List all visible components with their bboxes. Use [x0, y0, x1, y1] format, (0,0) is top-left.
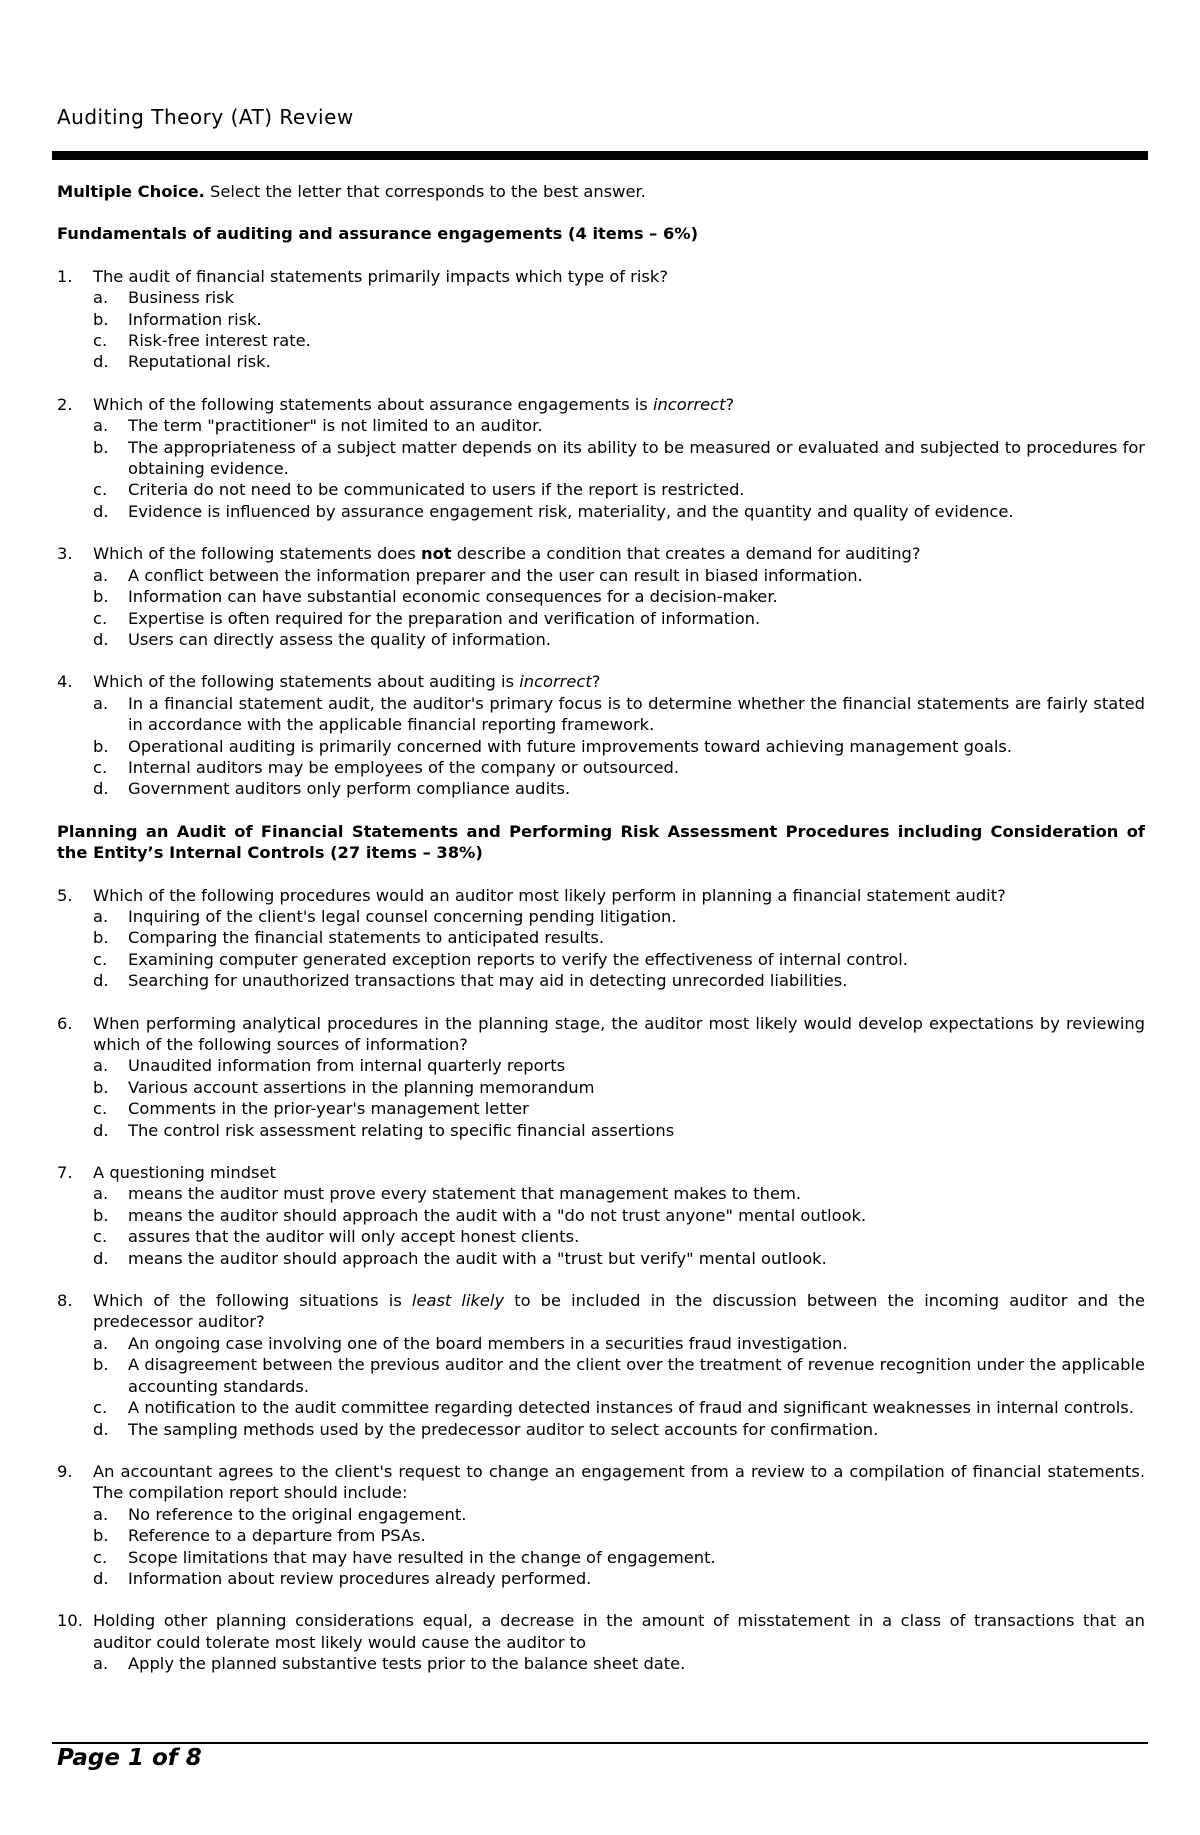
answer-option	[57, 309, 1145, 330]
option-text: Information about review procedures already performed.	[128, 1568, 592, 1588]
answer-option	[57, 1098, 1145, 1119]
question-stem	[57, 1461, 1145, 1504]
question-stem	[57, 885, 1145, 906]
question-text-part: The audit of financial statements primarily impacts which type of risk?	[93, 266, 668, 286]
question-number: 10.	[57, 1611, 83, 1631]
question-text-part: Which of the following situations is	[93, 1291, 412, 1311]
section-heading: Fundamentals of auditing and assurance engagements (4 items – 6%)	[57, 224, 699, 244]
option-letter: a.	[93, 416, 109, 436]
answer-option	[57, 927, 1145, 948]
answer-option	[57, 608, 1145, 629]
answer-option	[57, 1055, 1145, 1076]
option-letter: c.	[93, 1099, 108, 1119]
answer-option	[57, 437, 1145, 480]
option-letter: d.	[93, 629, 109, 649]
footer-rule	[52, 1742, 1148, 1744]
question-emphasis: not	[420, 544, 452, 564]
question-text	[93, 885, 1145, 906]
option-text: assures that the auditor will only accept honest clients.	[128, 1227, 580, 1247]
option-letter: a.	[93, 1056, 109, 1076]
option-text: Information risk.	[128, 309, 262, 329]
option-letter: b.	[93, 736, 109, 756]
instructions-text: Select the letter that corresponds to the best answer.	[204, 182, 646, 201]
option-text: Evidence is influenced by assurance engagement risk, materiality, and the quantity and quality of evidence.	[128, 501, 1014, 521]
question-emphasis: least likely	[411, 1291, 505, 1311]
option-text: Comparing the financial statements to anticipated results.	[128, 928, 605, 948]
question-emphasis: incorrect	[519, 672, 592, 692]
option-letter: d.	[93, 971, 109, 991]
answer-option	[57, 1120, 1145, 1141]
option-text: Risk-free interest rate.	[128, 331, 311, 351]
question	[57, 1290, 1145, 1440]
option-letter: c.	[93, 1398, 108, 1418]
option-text: The term "practitioner" is not limited to an auditor.	[128, 416, 543, 436]
question-stem	[57, 394, 1145, 415]
answer-option	[57, 479, 1145, 500]
answer-option	[57, 1226, 1145, 1247]
option-letter: c.	[93, 949, 108, 969]
option-letter: a.	[93, 1654, 109, 1674]
option-letter: c.	[93, 1227, 108, 1247]
option-letter: a.	[93, 288, 109, 308]
option-letter: d.	[93, 1120, 109, 1140]
option-letter: c.	[93, 480, 108, 500]
question-text-part: Holding other planning considerations equal, a decrease in the amount of misstatement in a class of transactions that an auditor could tolerate most likely would cause the auditor to	[93, 1611, 1145, 1652]
instructions-label: Multiple Choice.	[57, 182, 205, 201]
header-rule	[52, 151, 1148, 160]
question-number: 4.	[57, 672, 73, 692]
option-letter: c.	[93, 331, 108, 351]
option-letter: b.	[93, 1526, 109, 1546]
question-text-part: Which of the following procedures would an auditor most likely perform in planning a financial statement audit?	[93, 885, 1006, 905]
option-text: Searching for unauthorized transactions that may aid in detecting unrecorded liabilities.	[128, 971, 848, 991]
option-text: Information can have substantial economic consequences for a decision-maker.	[128, 587, 778, 607]
question	[57, 671, 1145, 799]
question-number: 9.	[57, 1461, 73, 1481]
option-text: Comments in the prior-year's management letter	[128, 1099, 529, 1119]
question-emphasis: incorrect	[652, 394, 726, 414]
question-text	[93, 543, 1145, 564]
question-text	[93, 1290, 1145, 1333]
option-letter: b.	[93, 309, 109, 329]
question-text	[93, 394, 1145, 415]
answer-option	[57, 693, 1145, 736]
option-letter: a.	[93, 906, 109, 926]
question	[57, 1162, 1145, 1269]
document-title: Auditing Theory (AT) Review	[57, 105, 354, 129]
section-heading: Planning an Audit of Financial Statements and Performing Risk Assessment Procedures including Consideration of the Entity’s Internal Controls (27 items – 38%)	[57, 821, 1145, 863]
option-letter: a.	[93, 565, 109, 585]
answer-option	[57, 629, 1145, 650]
question-text	[93, 266, 1145, 287]
option-text: The control risk assessment relating to specific financial assertions	[128, 1120, 675, 1140]
option-letter: c.	[93, 608, 108, 628]
question-number: 6.	[57, 1013, 73, 1033]
question-text-part: Which of the following statements about assurance engagements is	[93, 394, 653, 414]
question-stem	[57, 1290, 1145, 1333]
option-text: Internal auditors may be employees of the company or outsourced.	[128, 757, 680, 777]
answer-option	[57, 1248, 1145, 1269]
question-stem	[57, 1162, 1145, 1183]
option-text: means the auditor should approach the audit with a "do not trust anyone" mental outlook.	[128, 1205, 867, 1225]
question-stem	[57, 671, 1145, 692]
option-text: Reference to a departure from PSAs.	[128, 1526, 426, 1546]
option-letter: b.	[93, 928, 109, 948]
answer-option	[57, 1333, 1145, 1354]
question-text-part: Which of the following statements about auditing is	[93, 672, 520, 692]
answer-option	[57, 778, 1145, 799]
document-content	[57, 181, 1145, 1696]
question-text-part: to be included in the discussion between the incoming auditor and the predecessor auditor?	[93, 1291, 1145, 1332]
answer-option	[57, 1525, 1145, 1546]
answer-option	[57, 501, 1145, 522]
option-letter: d.	[93, 501, 109, 521]
option-letter: b.	[93, 1077, 109, 1097]
question-stem	[57, 1013, 1145, 1056]
option-letter: a.	[93, 1184, 109, 1204]
question-text-part: When performing analytical procedures in the planning stage, the auditor most likely would develop expectations by reviewing which of the following sources of information?	[93, 1013, 1145, 1054]
option-text: Unaudited information from internal quarterly reports	[128, 1056, 566, 1076]
question	[57, 394, 1145, 522]
option-text: Expertise is often required for the preparation and verification of information.	[128, 608, 761, 628]
answer-option	[57, 1419, 1145, 1440]
option-letter: b.	[93, 1205, 109, 1225]
answer-option	[57, 1397, 1145, 1418]
question-text	[93, 1610, 1145, 1653]
option-letter: b.	[93, 587, 109, 607]
option-text: Criteria do not need to be communicated to users if the report is restricted.	[128, 480, 745, 500]
page-number: Page 1 of 8	[57, 1745, 202, 1771]
question-text	[93, 1461, 1145, 1504]
question-text-part: An accountant agrees to the client's request to change an engagement from a review to a compilation of financial statements. The compilation report should include:	[93, 1461, 1145, 1503]
option-text: means the auditor should approach the audit with a "trust but verify" mental outlook.	[128, 1248, 827, 1268]
question-number: 3.	[57, 544, 73, 564]
question-number: 1.	[57, 266, 73, 286]
option-letter: c.	[93, 1547, 108, 1567]
question	[57, 543, 1145, 650]
answer-option	[57, 949, 1145, 970]
option-letter: d.	[93, 1419, 109, 1439]
question-text-part: ?	[591, 672, 601, 692]
option-letter: c.	[93, 757, 108, 777]
answer-option	[57, 1205, 1145, 1226]
option-text: Government auditors only perform compliance audits.	[128, 779, 571, 799]
answer-option	[57, 1504, 1145, 1525]
answer-option	[57, 415, 1145, 436]
question-number: 5.	[57, 885, 73, 905]
question-number: 7.	[57, 1163, 73, 1183]
answer-option	[57, 1354, 1145, 1397]
question-text-part: A questioning mindset	[93, 1163, 276, 1183]
option-letter: a.	[93, 1333, 109, 1353]
option-text: An ongoing case involving one of the board members in a securities fraud investigation.	[128, 1333, 848, 1353]
option-letter: b.	[93, 1355, 109, 1375]
option-text: A notification to the audit committee regarding detected instances of fraud and significant weaknesses in internal controls.	[128, 1398, 1134, 1418]
option-letter: a.	[93, 693, 109, 713]
option-text: Users can directly assess the quality of information.	[128, 629, 551, 649]
question-text	[93, 1013, 1145, 1056]
answer-option	[57, 330, 1145, 351]
question	[57, 885, 1145, 992]
question-text-part: Which of the following statements does	[93, 544, 421, 564]
answer-option	[57, 1077, 1145, 1098]
answer-option	[57, 1653, 1145, 1674]
option-text: means the auditor must prove every statement that management makes to them.	[128, 1184, 802, 1204]
question-group-2	[57, 885, 1145, 1675]
option-letter: d.	[93, 1248, 109, 1268]
question-number: 2.	[57, 394, 73, 414]
answer-option	[57, 586, 1145, 607]
question-text	[93, 671, 1145, 692]
option-text: The appropriateness of a subject matter depends on its ability to be measured or evaluated and subjected to procedures for obtaining evidence.	[128, 437, 1145, 479]
option-letter: b.	[93, 437, 109, 457]
answer-option	[57, 1547, 1145, 1568]
question-stem	[57, 1610, 1145, 1653]
question-stem	[57, 266, 1145, 287]
option-letter: d.	[93, 352, 109, 372]
instructions	[57, 181, 1145, 202]
question-stem	[57, 543, 1145, 564]
question-text-part: describe a condition that creates a demand for auditing?	[451, 544, 921, 564]
option-text: The sampling methods used by the predecessor auditor to select accounts for confirmation.	[128, 1419, 879, 1439]
answer-option	[57, 1568, 1145, 1589]
answer-option	[57, 1183, 1145, 1204]
option-text: In a financial statement audit, the auditor's primary focus is to determine whether the financial statements are fairly stated in accordance with the applicable financial reporting framework.	[128, 693, 1145, 735]
question	[57, 266, 1145, 373]
option-text: Various account assertions in the planning memorandum	[128, 1077, 595, 1097]
answer-option	[57, 736, 1145, 757]
answer-option	[57, 906, 1145, 927]
option-text: Business risk	[128, 288, 235, 308]
option-letter: d.	[93, 779, 109, 799]
answer-option	[57, 757, 1145, 778]
answer-option	[57, 970, 1145, 991]
question-number: 8.	[57, 1291, 73, 1311]
question-text	[93, 1162, 1145, 1183]
option-letter: d.	[93, 1568, 109, 1588]
option-text: Inquiring of the client's legal counsel concerning pending litigation.	[128, 906, 677, 926]
answer-option	[57, 565, 1145, 586]
question-group-1	[57, 266, 1145, 800]
question-text-part: ?	[725, 394, 735, 414]
question	[57, 1610, 1145, 1674]
option-text: Examining computer generated exception reports to verify the effectiveness of internal control.	[128, 949, 908, 969]
option-text: No reference to the original engagement.	[128, 1504, 467, 1524]
option-letter: a.	[93, 1504, 109, 1524]
option-text: A conflict between the information preparer and the user can result in biased information.	[128, 565, 863, 585]
option-text: Scope limitations that may have resulted in the change of engagement.	[128, 1547, 716, 1567]
option-text: Operational auditing is primarily concerned with future improvements toward achieving management goals.	[128, 736, 1013, 756]
answer-option	[57, 287, 1145, 308]
question	[57, 1461, 1145, 1589]
option-text: A disagreement between the previous auditor and the client over the treatment of revenue recognition under the applicable accounting standards.	[128, 1355, 1145, 1396]
answer-option	[57, 351, 1145, 372]
option-text: Apply the planned substantive tests prior to the balance sheet date.	[128, 1654, 686, 1674]
option-text: Reputational risk.	[128, 352, 271, 372]
question	[57, 1013, 1145, 1141]
